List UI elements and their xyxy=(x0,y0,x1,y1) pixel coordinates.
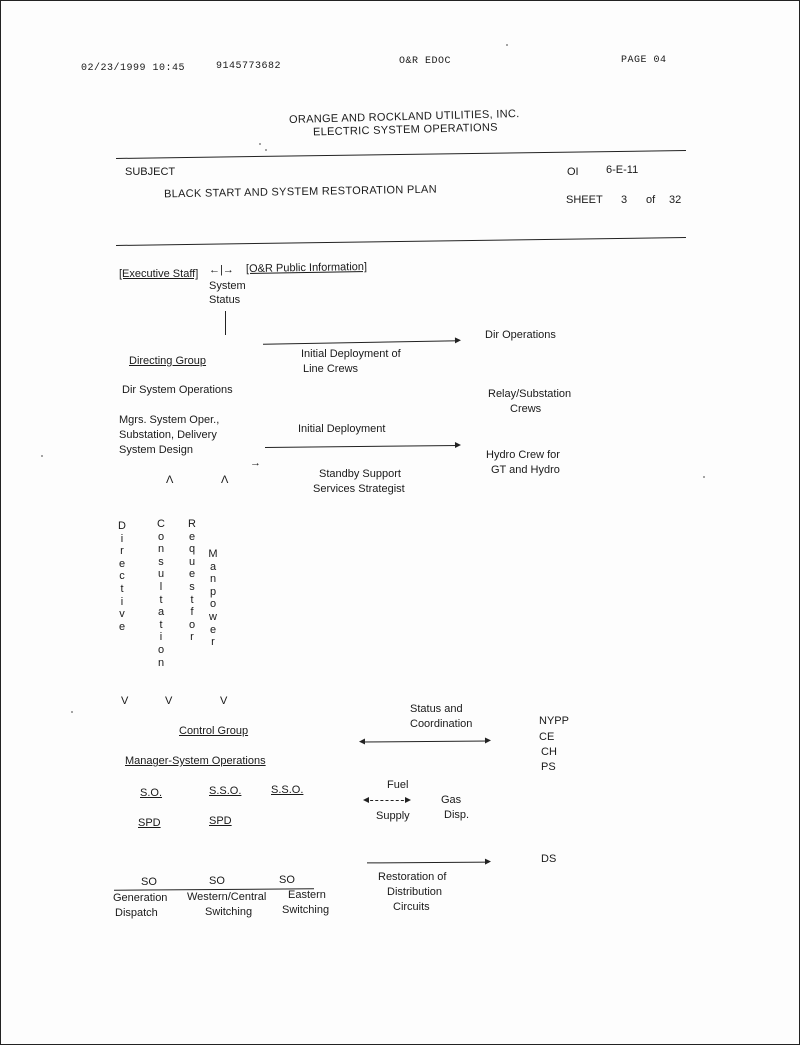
scan-speck xyxy=(41,455,43,457)
dir-system-operations: Dir System Operations xyxy=(122,384,233,396)
ds-label: DS xyxy=(541,853,557,865)
restoration-line-1: Restoration of xyxy=(378,871,447,883)
sso-2: S.S.O. xyxy=(271,784,304,796)
mgrs-line-2: Substation, Delivery xyxy=(119,429,217,441)
generation-dispatch-1: Generation xyxy=(113,892,168,904)
department-name: ELECTRIC SYSTEM OPERATIONS xyxy=(312,121,498,139)
of-label: of xyxy=(646,194,656,206)
initial-deployment-line-crews-2: Line Crews xyxy=(303,363,359,375)
external-ps: PS xyxy=(541,761,556,773)
mgrs-line-3: System Design xyxy=(119,444,193,456)
status-connector xyxy=(225,311,226,335)
scan-speck xyxy=(265,149,267,151)
sheet-label: SHEET xyxy=(566,194,603,206)
vertical-label-request-for: R e q u e s t f o r xyxy=(188,518,196,644)
oi-label: OI xyxy=(567,166,579,178)
up-arrow-right: Λ xyxy=(221,474,229,486)
so-1: S.O. xyxy=(140,787,163,799)
fuel-gas-arrow xyxy=(365,800,409,801)
initial-deployment: Initial Deployment xyxy=(298,423,386,435)
relay-substation-1: Relay/Substation xyxy=(488,388,572,400)
scan-speck xyxy=(259,143,261,145)
disp-label: Disp. xyxy=(444,809,470,821)
gas-label: Gas xyxy=(441,794,462,806)
control-group-title: Control Group xyxy=(179,725,249,737)
public-information: [O&R Public Information] xyxy=(245,260,368,276)
subject-title: BLACK START AND SYSTEM RESTORATION PLAN xyxy=(163,183,438,201)
standby-line-1: Standby Support xyxy=(319,468,401,480)
initial-deployment-line-crews-1: Initial Deployment of xyxy=(301,348,401,360)
restoration-arrow xyxy=(367,862,489,864)
system-status-line-1: System xyxy=(209,280,246,292)
fax-sender: O&R EDOC xyxy=(399,56,452,67)
generation-dispatch-2: Dispatch xyxy=(115,907,158,919)
eastern-2: Switching xyxy=(282,904,330,916)
fax-number: 9145773682 xyxy=(216,61,282,72)
scan-speck xyxy=(703,476,705,478)
status-coordination-1: Status and xyxy=(410,703,463,715)
scan-speck xyxy=(506,44,508,46)
supply-label: Supply xyxy=(376,810,410,822)
executive-staff: [Executive Staff] xyxy=(119,268,199,280)
directing-group-title: Directing Group xyxy=(129,355,207,367)
spd-1: SPD xyxy=(138,817,161,829)
western-central-1: Western/Central xyxy=(187,891,267,903)
bottom-so-1: SO xyxy=(141,876,157,888)
fuel-label: Fuel xyxy=(387,779,409,791)
hydro-crew-2: GT and Hydro xyxy=(491,464,560,476)
standby-line-2: Services Strategist xyxy=(313,483,405,495)
external-nypp: NYPP xyxy=(539,715,569,727)
external-ce: CE xyxy=(539,731,555,743)
oi-number: 6-E-11 xyxy=(606,164,639,176)
sheet-number: 3 xyxy=(621,194,628,206)
restoration-line-3: Circuits xyxy=(393,901,430,913)
status-coordination-arrow xyxy=(361,740,489,742)
relay-substation-2: Crews xyxy=(510,403,542,415)
line-crews-arrow xyxy=(263,340,459,344)
fax-page: PAGE 04 xyxy=(621,55,667,66)
subject-bottom-rule xyxy=(116,237,686,246)
dir-operations: Dir Operations xyxy=(485,329,556,341)
vertical-label-consultation: C o n s u l t a t i o n xyxy=(157,518,165,669)
spd-2: SPD xyxy=(209,815,232,827)
down-arrow-3: V xyxy=(220,695,228,707)
subject-label: SUBJECT xyxy=(125,166,176,178)
western-central-2: Switching xyxy=(205,906,253,918)
eastern-1: Eastern xyxy=(288,889,326,901)
bottom-so-2: SO xyxy=(209,875,225,887)
restoration-line-2: Distribution xyxy=(387,886,443,898)
bottom-so-3: SO xyxy=(279,874,295,886)
sheet-total: 32 xyxy=(669,194,682,206)
system-status-line-2: Status xyxy=(209,294,241,306)
exchange-arrow: ←|→ xyxy=(209,264,234,276)
status-coordination-2: Coordination xyxy=(410,718,473,730)
down-arrow-2: V xyxy=(165,695,173,707)
small-arrow: → xyxy=(250,457,261,469)
vertical-label-directive: D i r e c t i v e xyxy=(118,520,126,633)
company-name: ORANGE AND ROCKLAND UTILITIES, INC. xyxy=(288,107,520,127)
hydro-crew-1: Hydro Crew for xyxy=(486,449,560,461)
up-arrow-left: Λ xyxy=(166,474,174,486)
fax-datetime: 02/23/1999 10:45 xyxy=(81,63,186,74)
down-arrow-1: V xyxy=(121,695,129,707)
sso-1: S.S.O. xyxy=(209,785,242,797)
subject-top-rule xyxy=(116,150,686,159)
scan-speck xyxy=(71,711,73,713)
mgrs-line-1: Mgrs. System Oper., xyxy=(119,414,220,426)
standby-arrow xyxy=(265,445,459,448)
vertical-label-manpower: M a n p o w e r xyxy=(208,548,218,649)
external-ch: CH xyxy=(541,746,557,758)
manager-system-operations: Manager-System Operations xyxy=(125,755,266,767)
